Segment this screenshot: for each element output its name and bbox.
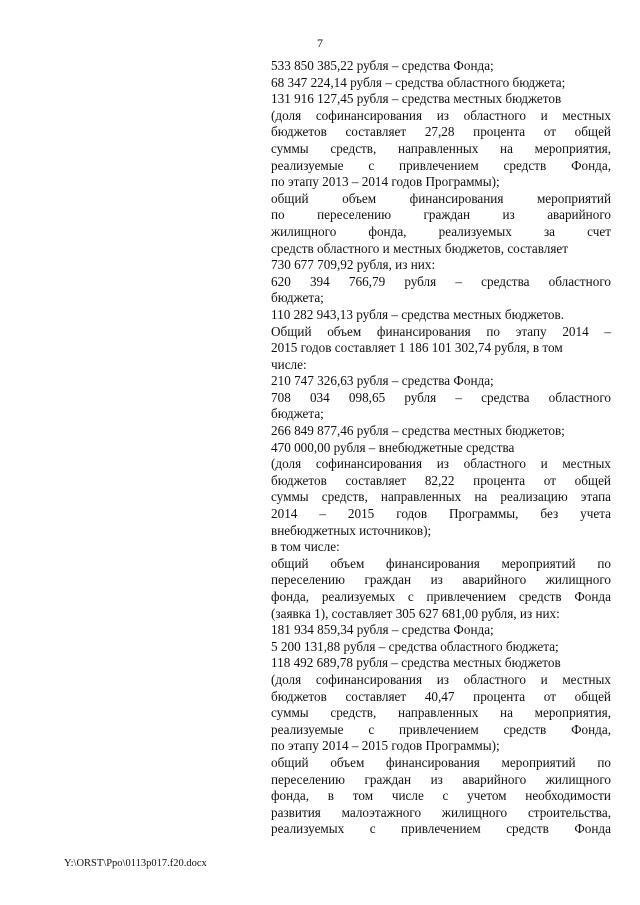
- text-line: по этапу 2014 – 2015 годов Программы);: [271, 738, 500, 754]
- text-line: 730 677 709,92 рубля, из них:: [271, 257, 436, 273]
- text-line: бюджета;: [271, 406, 324, 422]
- text-line: 110 282 943,13 рубля – средства местных бюджетов.: [271, 306, 564, 322]
- text-line: средств областного и местных бюджетов, составляет: [271, 240, 569, 256]
- text-line: 470 000,00 рубля – внебюджетные средства: [271, 439, 515, 455]
- text-line: общий объем финансирования мероприятий по: [271, 754, 611, 770]
- text-line: бюджетов составляет 82,22 процента от общей: [271, 472, 611, 488]
- text-line: 2015 годов составляет 1 186 101 302,74 рубля, в том: [271, 340, 563, 356]
- text-line: 708 034 098,65 рубля – средства областного: [271, 389, 611, 405]
- text-line: переселению граждан из аварийного жилищного: [271, 572, 611, 588]
- text-line: 131 916 127,45 рубля – средства местных бюджетов: [271, 91, 562, 107]
- text-line: суммы средств, направленных на мероприятия,: [271, 140, 611, 156]
- text-line: фонда, в том числе с учетом необходимости: [271, 788, 611, 804]
- text-line: (доля софинансирования из областного и местных: [271, 671, 611, 687]
- text-line: 118 492 689,78 рубля – средства местных бюджетов: [271, 655, 561, 671]
- text-line: 266 849 877,46 рубля – средства местных бюджетов;: [271, 423, 565, 439]
- page-number: 7: [317, 36, 323, 50]
- text-line: 620 394 766,79 рубля – средства областного: [271, 273, 611, 289]
- file-path-footer: Y:\ORST\Ppo\0113p017.f20.docx: [64, 858, 207, 869]
- text-line: (доля софинансирования из областного и местных: [271, 107, 611, 123]
- text-line: суммы средств, направленных на мероприятия,: [271, 705, 611, 721]
- text-line: реализуемые с привлечением средств Фонда,: [271, 721, 611, 737]
- text-line: бюджетов составляет 27,28 процента от общей: [271, 124, 611, 140]
- text-line: бюджетов составляет 40,47 процента от общей: [271, 688, 611, 704]
- document-body: [271, 58, 611, 838]
- text-line: реализуемые с привлечением средств Фонда,: [271, 157, 611, 173]
- text-line: переселению граждан из аварийного жилищного: [271, 771, 611, 787]
- text-line: развития малоэтажного жилищного строительства,: [271, 804, 611, 820]
- text-line: суммы средств, направленных на реализацию этапа: [271, 489, 611, 505]
- text-line: в том числе:: [271, 539, 340, 555]
- text-line: по этапу 2013 – 2014 годов Программы);: [271, 174, 500, 190]
- text-line: 68 347 224,14 рубля – средства областного бюджета;: [271, 74, 566, 90]
- text-line: жилищного фонда, реализуемых за счет: [271, 223, 611, 239]
- text-line: Общий объем финансирования по этапу 2014 –: [271, 323, 611, 339]
- text-line: 533 850 385,22 рубля – средства Фонда;: [271, 58, 494, 73]
- text-line: по переселению граждан из аварийного: [271, 207, 611, 223]
- text-line: (доля софинансирования из областного и местных: [271, 456, 611, 472]
- text-line: реализуемых с привлечением средств Фонда: [271, 821, 611, 837]
- text-line: бюджета;: [271, 290, 324, 306]
- text-line: числе:: [271, 356, 307, 372]
- text-line: внебюджетных источников);: [271, 522, 432, 538]
- text-line: общий объем финансирования мероприятий по: [271, 555, 611, 571]
- text-line: общий объем финансирования мероприятий: [271, 190, 611, 206]
- text-line: 181 934 859,34 рубля – средства Фонда;: [271, 622, 494, 638]
- text-line: (заявка 1), составляет 305 627 681,00 рубля, из них:: [271, 605, 560, 621]
- text-line: 2014 – 2015 годов Программы, без учета: [271, 506, 611, 522]
- text-line: 210 747 326,63 рубля – средства Фонда;: [271, 373, 494, 389]
- text-line: фонда, реализуемых с привлечением средств Фонда: [271, 589, 611, 604]
- text-line: 5 200 131,88 рубля – средства областного бюджета;: [271, 638, 559, 654]
